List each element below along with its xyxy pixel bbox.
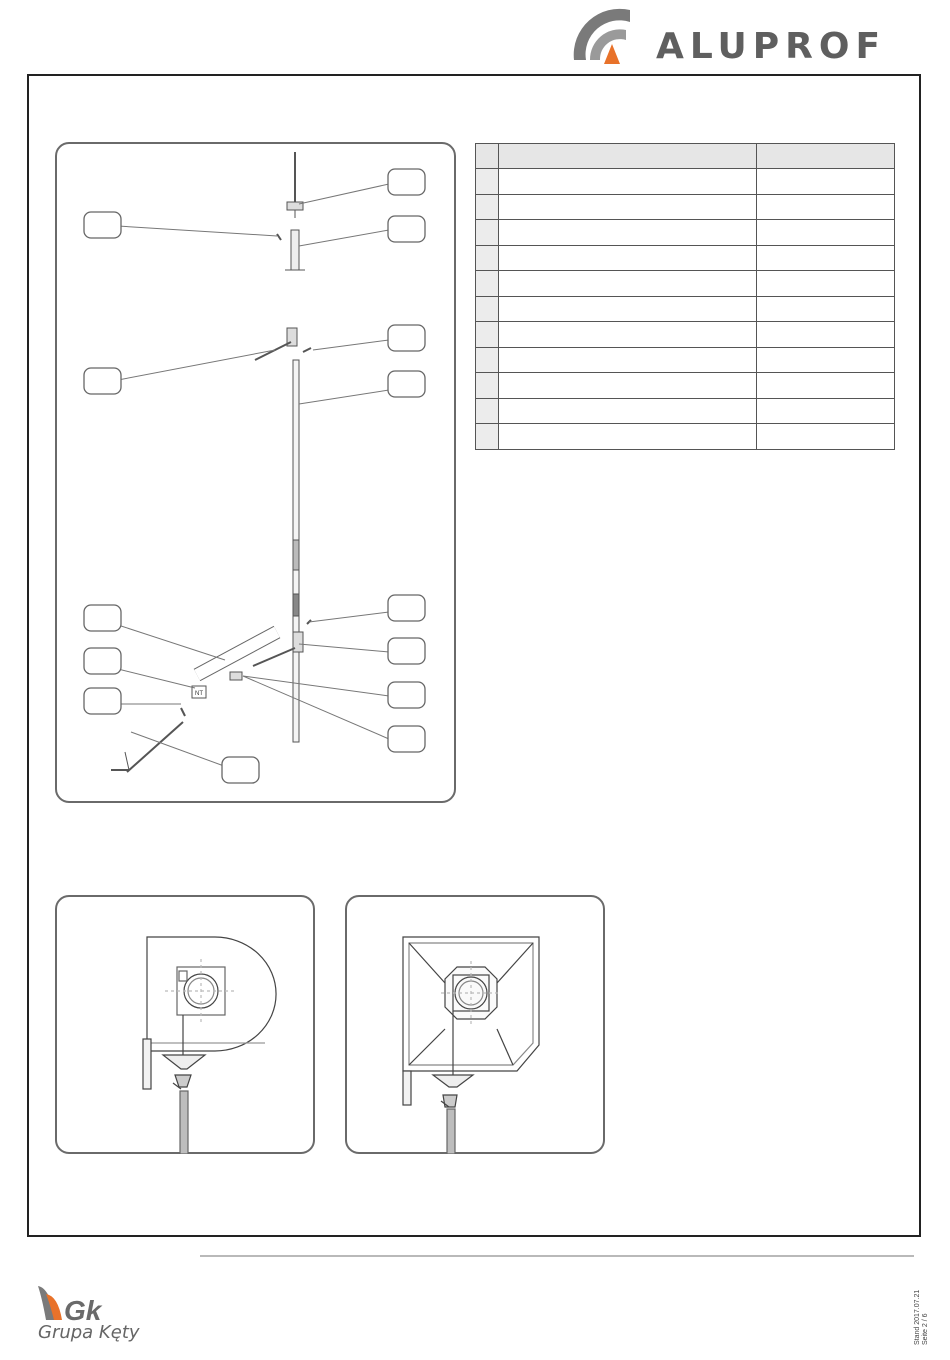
table-cell (476, 322, 499, 348)
callout-6 (388, 371, 425, 397)
callout-13 (388, 726, 425, 752)
table-cell (476, 169, 499, 195)
table-header-row (476, 144, 895, 169)
stand-info (914, 1290, 930, 1345)
table-row (476, 424, 895, 450)
table-row (476, 194, 895, 220)
callout-7 (388, 595, 425, 621)
table-row (476, 373, 895, 399)
callout-9 (388, 638, 425, 664)
table-cell (757, 220, 895, 246)
table-cell (499, 169, 757, 195)
table-cell (757, 398, 895, 424)
table-cell (757, 271, 895, 297)
header-number (476, 144, 499, 169)
table-cell (757, 424, 895, 450)
table-cell (476, 220, 499, 246)
table-cell (476, 245, 499, 271)
gk-abbrev: Gk (64, 1295, 102, 1326)
table-cell (757, 347, 895, 373)
table-row (476, 347, 895, 373)
callout-5 (84, 368, 121, 394)
table-row (476, 398, 895, 424)
brand-name: ALUPROF (656, 26, 887, 67)
header-description (499, 144, 757, 169)
callout-10 (84, 648, 121, 674)
table-cell (499, 322, 757, 348)
rounded-box-drawing (55, 895, 315, 1154)
table-cell (757, 245, 895, 271)
table-row (476, 245, 895, 271)
square-box-drawing (345, 895, 605, 1154)
table-cell (757, 322, 895, 348)
table-cell (476, 373, 499, 399)
page-number: Seite 2 / 6 (922, 1313, 929, 1345)
table-cell (757, 169, 895, 195)
table-cell (499, 271, 757, 297)
plate-label: NT (195, 691, 203, 697)
table-cell (476, 271, 499, 297)
exploded-view-drawing (55, 142, 456, 803)
table-cell (499, 296, 757, 322)
table-cell (476, 398, 499, 424)
table-row (476, 169, 895, 195)
table-cell (499, 220, 757, 246)
table-row (476, 271, 895, 297)
callout-4 (388, 325, 425, 351)
table-cell (476, 194, 499, 220)
table-cell (476, 424, 499, 450)
table-cell (499, 347, 757, 373)
callout-11 (388, 682, 425, 708)
callout-8 (84, 605, 121, 631)
table-cell (499, 424, 757, 450)
table-cell (476, 296, 499, 322)
group-name: Grupa Kęty (38, 1322, 140, 1343)
header-article (757, 144, 895, 169)
callout-14 (222, 757, 259, 783)
table-cell (757, 296, 895, 322)
table-cell (476, 347, 499, 373)
callout-2 (84, 212, 121, 238)
parts-table (475, 143, 895, 450)
callout-3 (388, 216, 425, 242)
table-row (476, 322, 895, 348)
callout-1 (388, 169, 425, 195)
table-row (476, 220, 895, 246)
table-cell (499, 245, 757, 271)
table-cell (757, 373, 895, 399)
table-cell (499, 373, 757, 399)
table-cell (499, 194, 757, 220)
table-row (476, 296, 895, 322)
callout-12 (84, 688, 121, 714)
table-cell (499, 398, 757, 424)
stand-date: Stand 2017.07.21 (914, 1289, 921, 1345)
table-cell (757, 194, 895, 220)
footer-rule (200, 1255, 914, 1257)
